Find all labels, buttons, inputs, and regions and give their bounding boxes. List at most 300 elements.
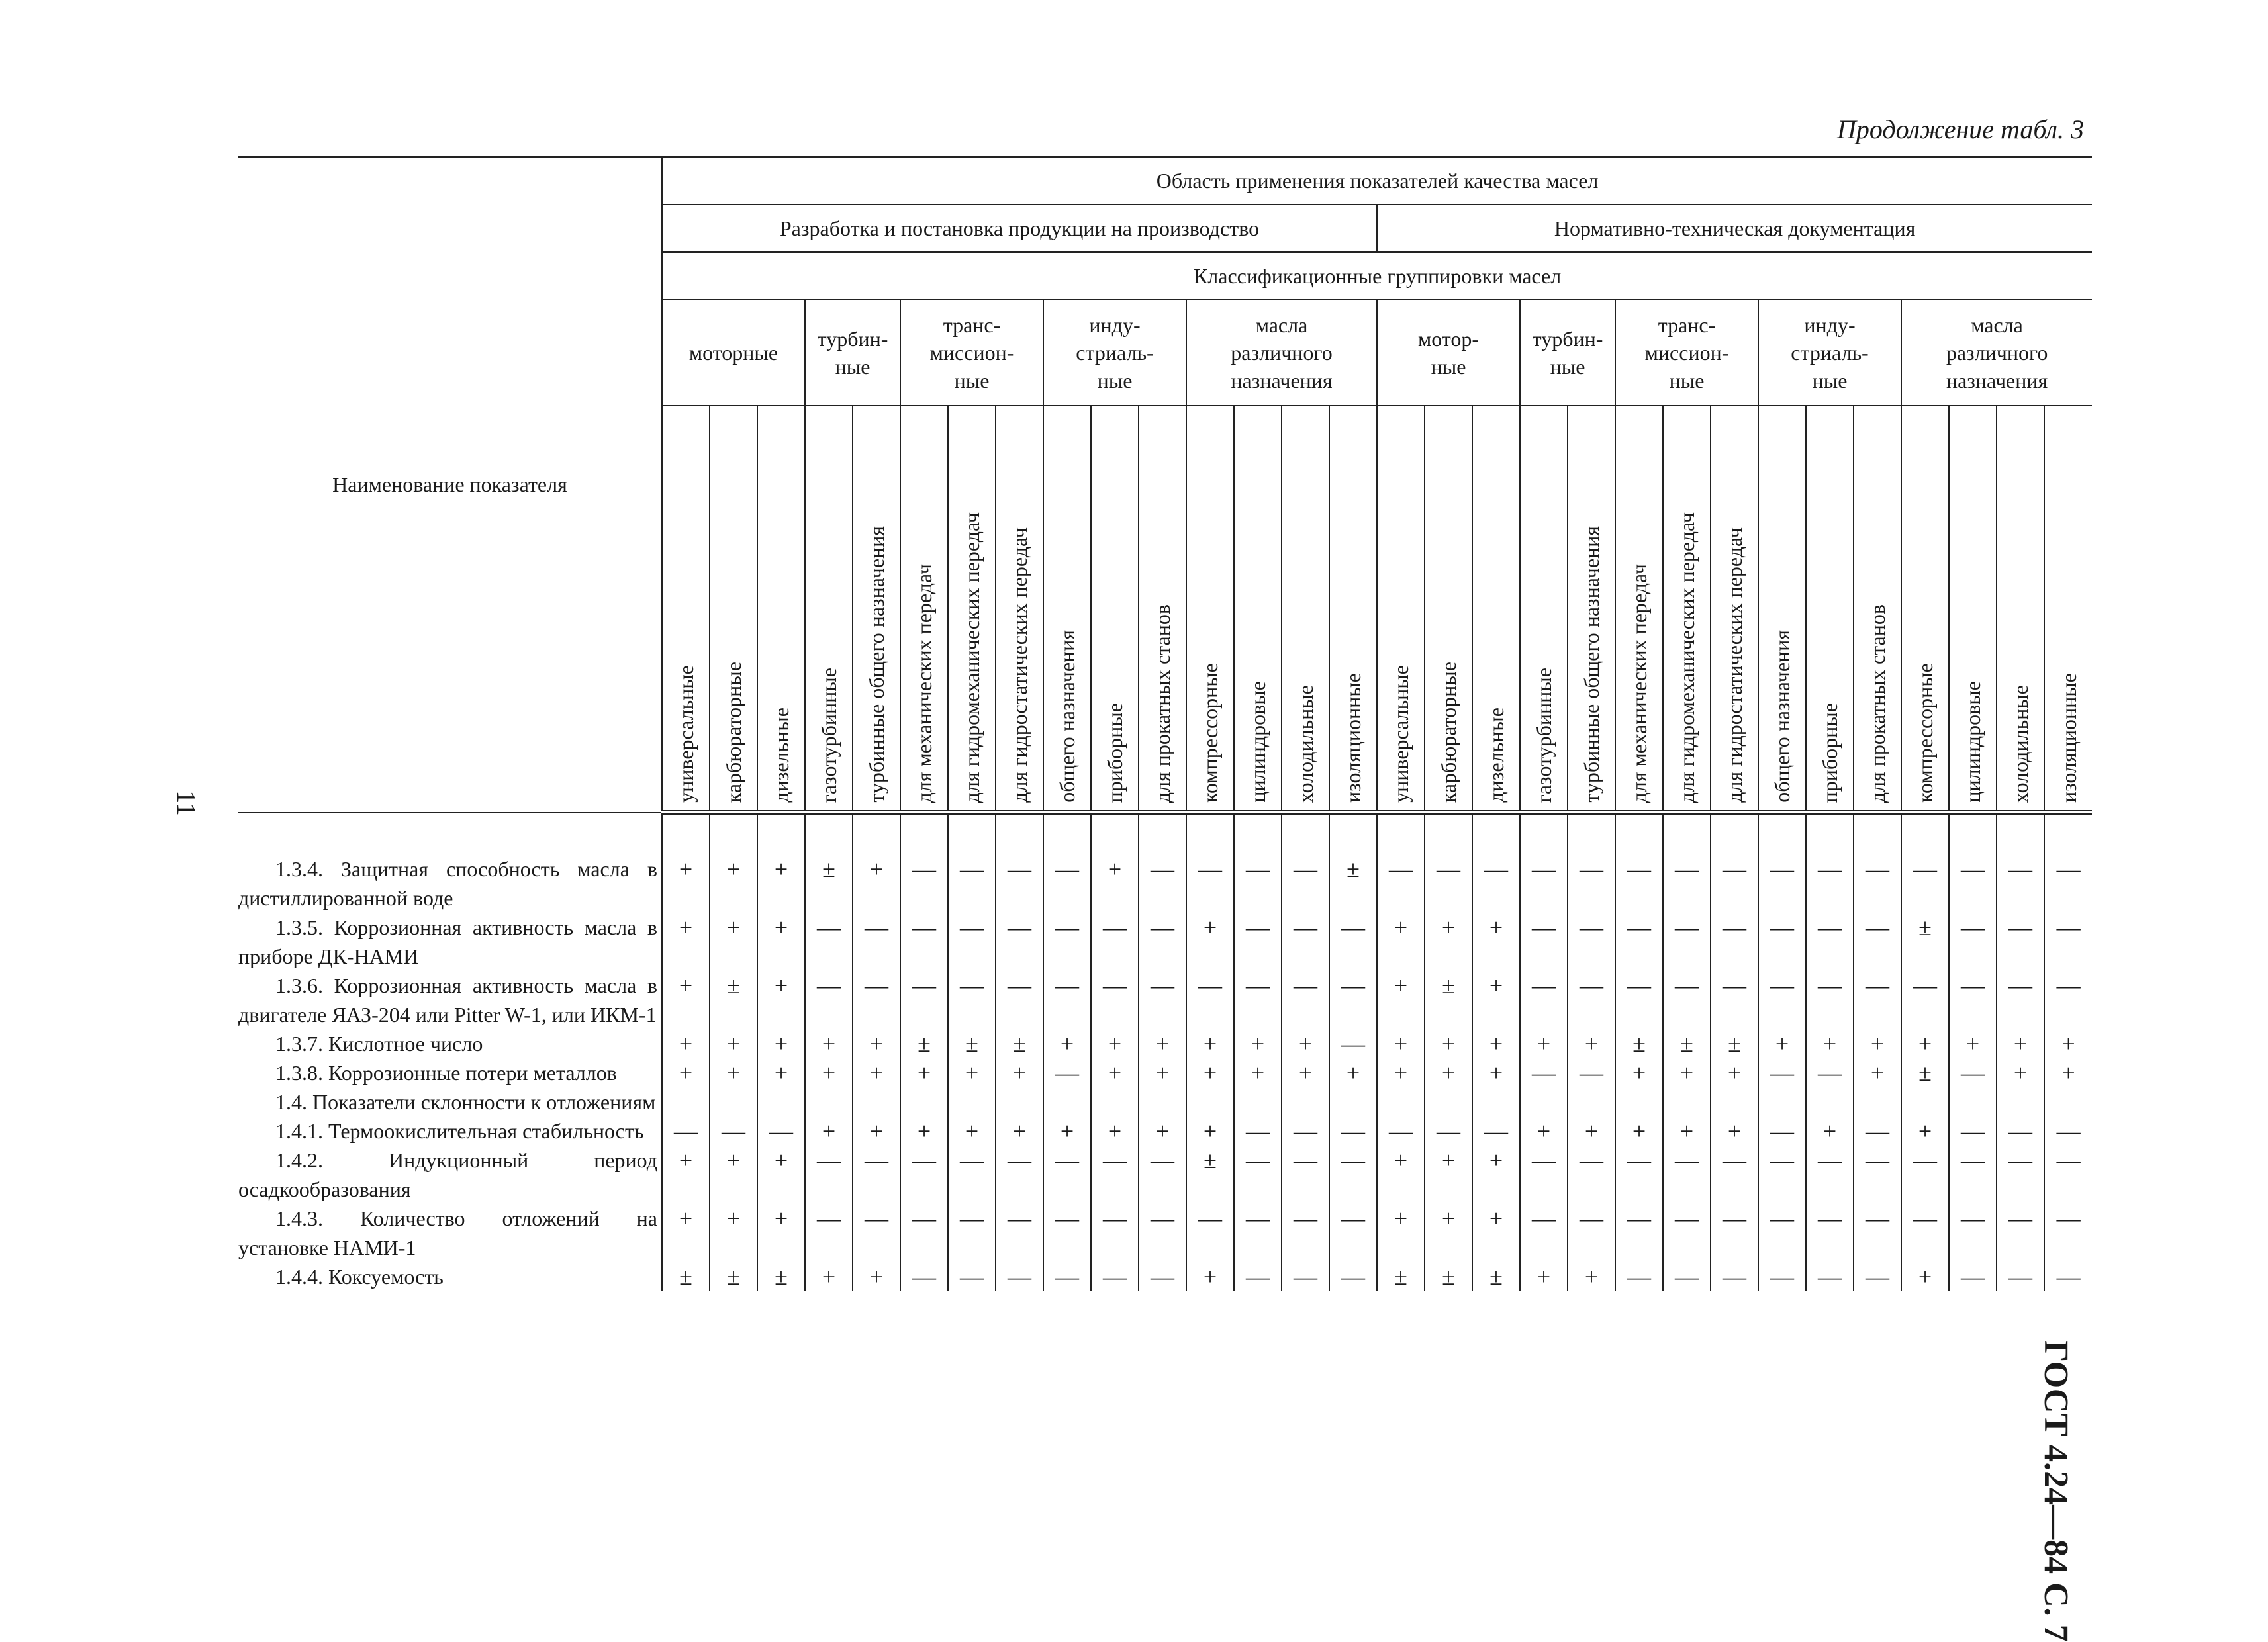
column-header-28: [1997, 406, 2044, 813]
mark-cell: —: [1568, 1204, 1615, 1262]
mark-cell: —: [1568, 1058, 1615, 1087]
mark-cell: —: [1520, 1058, 1568, 1087]
mark-cell: —: [1568, 971, 1615, 1029]
column-header-label: компрессорные: [1198, 663, 1222, 803]
group-header: инду- стриаль- ные: [1043, 300, 1186, 406]
column-header-label: приборные: [1818, 702, 1842, 803]
mark-cell: —: [1329, 1117, 1377, 1146]
column-header-label: газотурбинные: [817, 667, 841, 803]
mark-cell: —: [1282, 854, 1329, 913]
mark-cell: ±: [900, 1029, 948, 1058]
mark-cell: —: [1997, 1146, 2044, 1204]
mark-cell: —: [1043, 1262, 1091, 1291]
mark-cell: ±: [757, 1262, 805, 1291]
column-header-label: цилиндровые: [1246, 681, 1270, 803]
mark-cell: —: [1949, 1146, 1997, 1204]
mark-cell: +: [1139, 1058, 1186, 1087]
group-header: масла различного назначения: [1186, 300, 1377, 406]
spacer-cell: [1758, 813, 1806, 855]
mark-cell: —: [853, 913, 900, 971]
mark-cell: [996, 1087, 1043, 1117]
column-header-label: для прокатных станов: [1866, 604, 1889, 803]
mark-cell: +: [1425, 1058, 1472, 1087]
mark-cell: —: [1282, 971, 1329, 1029]
mark-cell: +: [1186, 1029, 1234, 1058]
spacer-cell: [710, 813, 757, 855]
mark-cell: —: [1758, 913, 1806, 971]
mark-cell: +: [1520, 1262, 1568, 1291]
indicator-name: 1.4.4. Коксуемость: [275, 1265, 444, 1289]
mark-cell: —: [1615, 971, 1663, 1029]
mark-cell: ±: [710, 971, 757, 1029]
header-part-1: Разработка и постановка продукции на производство: [662, 205, 1377, 252]
mark-cell: +: [900, 1117, 948, 1146]
table-row: [238, 854, 2092, 913]
spacer-cell: [1568, 813, 1615, 855]
mark-cell: —: [948, 1204, 996, 1262]
mark-cell: [1711, 1087, 1758, 1117]
group-header: моторные: [662, 300, 805, 406]
mark-cell: —: [948, 971, 996, 1029]
mark-cell: +: [1806, 1029, 1854, 1058]
mark-cell: —: [1043, 913, 1091, 971]
spacer-cell: [1663, 813, 1711, 855]
column-header-15: [1377, 406, 1425, 813]
spacer-cell: [1472, 813, 1520, 855]
spacer-cell: [2044, 813, 2092, 855]
spacer-cell: [1901, 813, 1949, 855]
mark-cell: —: [900, 913, 948, 971]
mark-cell: ±: [1472, 1262, 1520, 1291]
mark-cell: +: [853, 1262, 900, 1291]
mark-cell: ±: [710, 1262, 757, 1291]
spacer-cell: [1425, 813, 1472, 855]
mark-cell: [1472, 1087, 1520, 1117]
mark-cell: —: [1377, 1117, 1425, 1146]
mark-cell: [1520, 1087, 1568, 1117]
mark-cell: —: [948, 1262, 996, 1291]
mark-cell: [1139, 1087, 1186, 1117]
mark-cell: +: [662, 1029, 710, 1058]
column-header-1: [710, 406, 757, 813]
mark-cell: +: [1615, 1117, 1663, 1146]
table-body: [238, 813, 2092, 1292]
mark-cell: —: [2044, 1204, 2092, 1262]
indicator-name: 1.4.2. Индукционный период осадкообразования: [238, 1148, 657, 1201]
indicator-name: 1.3.4. Защитная способность масла в дистиллированной воде: [238, 857, 657, 910]
column-header-18: [1520, 406, 1568, 813]
column-header-indicator-name: Наименование показателя: [238, 157, 662, 813]
mark-cell: [1949, 1087, 1997, 1117]
mark-cell: +: [662, 854, 710, 913]
column-header-25: [1854, 406, 1901, 813]
mark-cell: [1615, 1087, 1663, 1117]
mark-cell: +: [1758, 1029, 1806, 1058]
group-header: турбин- ные: [805, 300, 900, 406]
mark-cell: —: [662, 1117, 710, 1146]
column-header-label: для механических передач: [1627, 563, 1651, 803]
mark-cell: +: [1186, 913, 1234, 971]
mark-cell: —: [1758, 1117, 1806, 1146]
mark-cell: [948, 1087, 996, 1117]
mark-cell: +: [1472, 1146, 1520, 1204]
mark-cell: —: [1186, 971, 1234, 1029]
mark-cell: —: [1663, 913, 1711, 971]
mark-cell: ±: [1901, 913, 1949, 971]
mark-cell: +: [1377, 1029, 1425, 1058]
group-header: транс- миссион- ные: [1615, 300, 1758, 406]
mark-cell: +: [1425, 1146, 1472, 1204]
mark-cell: —: [1425, 1117, 1472, 1146]
mark-cell: —: [1758, 1204, 1806, 1262]
mark-cell: —: [1901, 1146, 1949, 1204]
mark-cell: [1282, 1087, 1329, 1117]
mark-cell: —: [1997, 971, 2044, 1029]
column-header-label: для гидростатических передач: [1008, 527, 1031, 803]
mark-cell: [662, 1087, 710, 1117]
mark-cell: +: [853, 854, 900, 913]
mark-cell: —: [1043, 1146, 1091, 1204]
mark-cell: +: [662, 1058, 710, 1087]
mark-cell: —: [948, 854, 996, 913]
column-header-label: карбюраторные: [722, 661, 745, 803]
mark-cell: +: [1997, 1058, 2044, 1087]
mark-cell: —: [996, 1146, 1043, 1204]
mark-cell: —: [1139, 1204, 1186, 1262]
mark-cell: ±: [1425, 971, 1472, 1029]
mark-cell: +: [1711, 1058, 1758, 1087]
column-header-13: [1282, 406, 1329, 813]
spacer-cell: [1854, 813, 1901, 855]
mark-cell: [1997, 1087, 2044, 1117]
mark-cell: +: [662, 1146, 710, 1204]
mark-cell: —: [1615, 1262, 1663, 1291]
mark-cell: +: [853, 1029, 900, 1058]
mark-cell: +: [1568, 1262, 1615, 1291]
mark-cell: —: [1282, 1117, 1329, 1146]
mark-cell: +: [853, 1058, 900, 1087]
spacer-cell: [948, 813, 996, 855]
mark-cell: —: [1663, 854, 1711, 913]
mark-cell: —: [805, 1204, 853, 1262]
mark-cell: [805, 1087, 853, 1117]
mark-cell: +: [805, 1117, 853, 1146]
mark-cell: +: [1901, 1117, 1949, 1146]
mark-cell: —: [1091, 1262, 1139, 1291]
indicator-name: 1.4.3. Количество отложений на установке НАМИ-1: [238, 1207, 657, 1259]
mark-cell: —: [996, 1204, 1043, 1262]
mark-cell: [1758, 1087, 1806, 1117]
mark-cell: —: [1282, 1204, 1329, 1262]
column-header-14: [1329, 406, 1377, 813]
mark-cell: +: [1377, 1204, 1425, 1262]
mark-cell: —: [1139, 913, 1186, 971]
column-header-22: [1711, 406, 1758, 813]
mark-cell: —: [1854, 1204, 1901, 1262]
mark-cell: +: [900, 1058, 948, 1087]
spacer-cell: [1377, 813, 1425, 855]
column-header-label: компрессорные: [1913, 663, 1937, 803]
mark-cell: —: [1329, 971, 1377, 1029]
gost-footer: ГОСТ 4.24—84 С. 7: [2037, 1340, 2075, 1642]
spacer-cell: [1711, 813, 1758, 855]
group-header: мотор- ные: [1377, 300, 1520, 406]
mark-cell: —: [1329, 1146, 1377, 1204]
mark-cell: +: [2044, 1058, 2092, 1087]
mark-cell: +: [710, 1146, 757, 1204]
mark-cell: +: [757, 971, 805, 1029]
spacer-cell: [1329, 813, 1377, 855]
mark-cell: —: [1949, 971, 1997, 1029]
column-header-24: [1806, 406, 1854, 813]
mark-cell: +: [996, 1058, 1043, 1087]
mark-cell: +: [710, 1029, 757, 1058]
mark-cell: +: [1472, 913, 1520, 971]
mark-cell: —: [1520, 1146, 1568, 1204]
mark-cell: —: [948, 1146, 996, 1204]
spacer-cell: [900, 813, 948, 855]
mark-cell: ±: [1329, 854, 1377, 913]
spacer-cell: [238, 813, 662, 855]
spacer-cell: [1520, 813, 1568, 855]
mark-cell: —: [1806, 971, 1854, 1029]
spacer-cell: [1234, 813, 1282, 855]
column-header-9: [1091, 406, 1139, 813]
mark-cell: +: [757, 1029, 805, 1058]
mark-cell: ±: [1901, 1058, 1949, 1087]
column-header-label: для гидромеханических передач: [1675, 512, 1699, 803]
mark-cell: ±: [1615, 1029, 1663, 1058]
mark-cell: —: [1043, 854, 1091, 913]
table-row: [238, 1117, 2092, 1146]
mark-cell: —: [853, 971, 900, 1029]
mark-cell: —: [1758, 854, 1806, 913]
mark-cell: —: [853, 1204, 900, 1262]
column-header-21: [1663, 406, 1711, 813]
mark-cell: —: [2044, 1117, 2092, 1146]
mark-cell: —: [1234, 1204, 1282, 1262]
mark-cell: —: [1139, 971, 1186, 1029]
mark-cell: —: [900, 971, 948, 1029]
mark-cell: +: [1663, 1058, 1711, 1087]
column-header-8: [1043, 406, 1091, 813]
table-row: [238, 1204, 2092, 1262]
mark-cell: —: [1711, 913, 1758, 971]
mark-cell: —: [2044, 913, 2092, 971]
spacer-cell: [1806, 813, 1854, 855]
column-header-label: карбюраторные: [1437, 661, 1460, 803]
mark-cell: —: [1568, 913, 1615, 971]
mark-cell: [757, 1087, 805, 1117]
mark-cell: ±: [948, 1029, 996, 1058]
column-header-0: [662, 406, 710, 813]
column-header-20: [1615, 406, 1663, 813]
mark-cell: +: [1854, 1058, 1901, 1087]
mark-cell: —: [1520, 913, 1568, 971]
mark-cell: —: [1615, 913, 1663, 971]
mark-cell: —: [1806, 854, 1854, 913]
mark-cell: —: [1949, 1058, 1997, 1087]
mark-cell: —: [757, 1117, 805, 1146]
mark-cell: ±: [1663, 1029, 1711, 1058]
column-header-label: изоляционные: [1341, 672, 1365, 803]
mark-cell: +: [1568, 1117, 1615, 1146]
column-header-4: [853, 406, 900, 813]
group-header: транс- миссион- ные: [900, 300, 1043, 406]
spacer-cell: [1043, 813, 1091, 855]
quality-indicators-table: [238, 156, 2092, 1291]
mark-cell: —: [805, 1146, 853, 1204]
column-header-label: холодильные: [1294, 684, 1317, 803]
column-header-27: [1949, 406, 1997, 813]
mark-cell: ±: [1186, 1146, 1234, 1204]
mark-cell: +: [1568, 1029, 1615, 1058]
mark-cell: [1377, 1087, 1425, 1117]
mark-cell: —: [1806, 1146, 1854, 1204]
mark-cell: +: [1425, 1204, 1472, 1262]
mark-cell: —: [1806, 1058, 1854, 1087]
mark-cell: —: [805, 971, 853, 1029]
mark-cell: —: [900, 1204, 948, 1262]
mark-cell: —: [1854, 971, 1901, 1029]
column-header-label: холодильные: [2008, 684, 2032, 803]
mark-cell: —: [1949, 1117, 1997, 1146]
mark-cell: +: [805, 1058, 853, 1087]
mark-cell: +: [1997, 1029, 2044, 1058]
column-header-23: [1758, 406, 1806, 813]
mark-cell: [1854, 1087, 1901, 1117]
mark-cell: —: [1091, 971, 1139, 1029]
column-header-label: общего назначения: [1770, 630, 1794, 803]
group-header: инду- стриаль- ные: [1758, 300, 1901, 406]
mark-cell: +: [1901, 1262, 1949, 1291]
mark-cell: +: [710, 854, 757, 913]
mark-cell: —: [1997, 1204, 2044, 1262]
spacer-cell: [1615, 813, 1663, 855]
mark-cell: +: [1139, 1117, 1186, 1146]
mark-cell: +: [1282, 1029, 1329, 1058]
column-header-label: дизельные: [769, 707, 793, 803]
column-header-label: для механических передач: [912, 563, 936, 803]
column-header-label: цилиндровые: [1961, 681, 1985, 803]
column-header-16: [1425, 406, 1472, 813]
mark-cell: +: [757, 1204, 805, 1262]
mark-cell: +: [853, 1117, 900, 1146]
table-row: [238, 971, 2092, 1029]
mark-cell: —: [2044, 854, 2092, 913]
mark-cell: +: [710, 1058, 757, 1087]
group-header: масла различного назначения: [1901, 300, 2092, 406]
mark-cell: —: [1520, 854, 1568, 913]
mark-cell: —: [1663, 1204, 1711, 1262]
mark-cell: +: [662, 1204, 710, 1262]
mark-cell: —: [1234, 854, 1282, 913]
mark-cell: —: [1043, 971, 1091, 1029]
mark-cell: —: [1854, 1262, 1901, 1291]
mark-cell: [1043, 1087, 1091, 1117]
mark-cell: +: [710, 913, 757, 971]
mark-cell: +: [1234, 1029, 1282, 1058]
mark-cell: —: [1711, 1262, 1758, 1291]
column-header-10: [1139, 406, 1186, 813]
mark-cell: +: [662, 913, 710, 971]
mark-cell: —: [1282, 1262, 1329, 1291]
mark-cell: [2044, 1087, 2092, 1117]
mark-cell: +: [1472, 1204, 1520, 1262]
mark-cell: +: [757, 1058, 805, 1087]
column-header-11: [1186, 406, 1234, 813]
mark-cell: —: [1806, 1262, 1854, 1291]
indicator-name: 1.3.5. Коррозионная активность масла в приборе ДК-НАМИ: [238, 915, 657, 968]
mark-cell: +: [1472, 1029, 1520, 1058]
mark-cell: +: [1901, 1029, 1949, 1058]
mark-cell: —: [1663, 1262, 1711, 1291]
mark-cell: +: [1472, 971, 1520, 1029]
column-header-7: [996, 406, 1043, 813]
column-header-label: общего назначения: [1055, 630, 1079, 803]
indicator-name: 1.3.7. Кислотное число: [275, 1032, 483, 1056]
mark-cell: +: [1282, 1058, 1329, 1087]
spacer-cell: [662, 813, 710, 855]
mark-cell: [1806, 1087, 1854, 1117]
indicator-name: 1.4. Показатели склонности к отложениям: [275, 1090, 656, 1114]
mark-cell: —: [996, 913, 1043, 971]
column-header-label: приборные: [1103, 702, 1127, 803]
mark-cell: +: [1329, 1058, 1377, 1087]
column-header-3: [805, 406, 853, 813]
column-header-label: турбинные общего назначения: [1580, 526, 1603, 803]
mark-cell: —: [1520, 1204, 1568, 1262]
mark-cell: +: [1949, 1029, 1997, 1058]
column-header-label: для гидростатических передач: [1723, 527, 1746, 803]
table-row: [238, 913, 2092, 971]
mark-cell: —: [1282, 913, 1329, 971]
mark-cell: +: [948, 1058, 996, 1087]
mark-cell: —: [1425, 854, 1472, 913]
spacer-cell: [1091, 813, 1139, 855]
mark-cell: [1091, 1087, 1139, 1117]
mark-cell: —: [1711, 971, 1758, 1029]
mark-cell: —: [1711, 1204, 1758, 1262]
mark-cell: +: [757, 1146, 805, 1204]
mark-cell: —: [1615, 1204, 1663, 1262]
column-header-label: дизельные: [1484, 707, 1508, 803]
mark-cell: —: [1758, 1058, 1806, 1087]
spacer-cell: [853, 813, 900, 855]
table-row: [238, 1146, 2092, 1204]
mark-cell: —: [1997, 854, 2044, 913]
mark-cell: —: [1139, 854, 1186, 913]
mark-cell: —: [1949, 1204, 1997, 1262]
mark-cell: —: [1282, 1146, 1329, 1204]
mark-cell: —: [2044, 971, 2092, 1029]
mark-cell: —: [853, 1146, 900, 1204]
spacer-cell: [757, 813, 805, 855]
continuation-label: Продолжение табл. 3: [1836, 114, 2084, 144]
mark-cell: —: [1139, 1262, 1186, 1291]
mark-cell: [1568, 1087, 1615, 1117]
mark-cell: +: [1711, 1117, 1758, 1146]
mark-cell: —: [1901, 1204, 1949, 1262]
table-row: [238, 1087, 2092, 1117]
mark-cell: —: [1139, 1146, 1186, 1204]
spacer-cell: [805, 813, 853, 855]
mark-cell: +: [1425, 913, 1472, 971]
mark-cell: +: [1377, 1058, 1425, 1087]
column-header-29: [2044, 406, 2092, 813]
mark-cell: —: [1520, 971, 1568, 1029]
mark-cell: ±: [805, 854, 853, 913]
